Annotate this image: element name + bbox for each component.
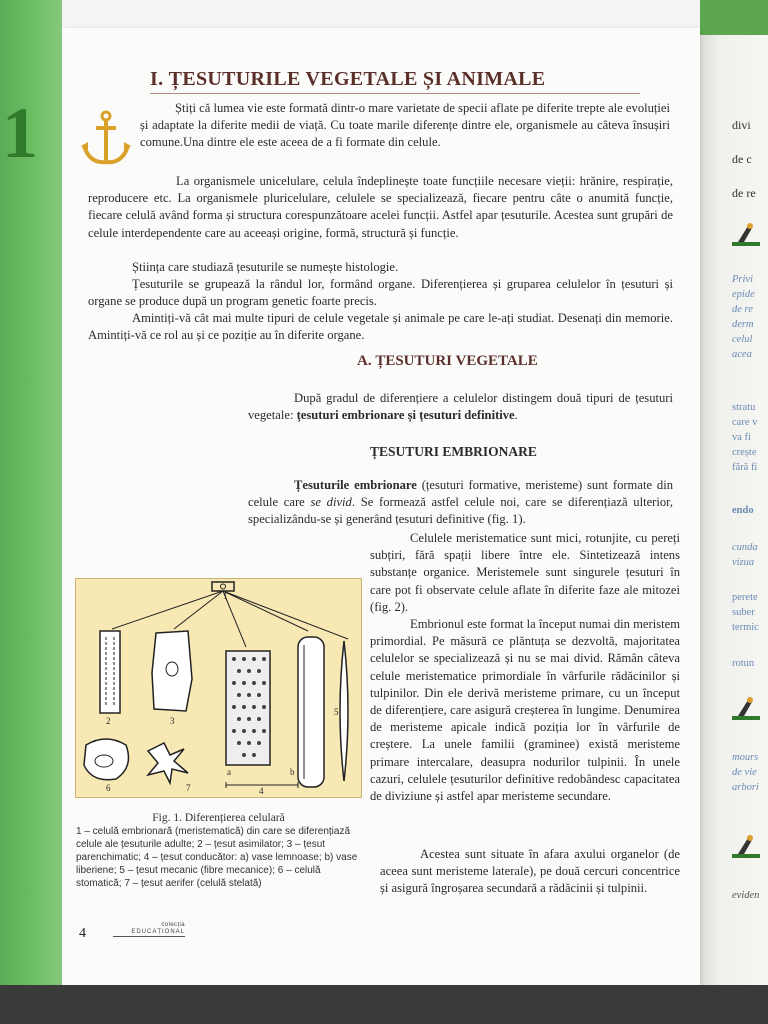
figure-1-caption (76, 812, 361, 890)
microscope-icon (730, 694, 762, 722)
right-blue-line: derm (732, 319, 754, 330)
diff-text-start: După gradul de diferențiere a celulelor distingem două tipuri de țesuturi vegetale: (248, 391, 673, 423)
chapter-number: 1 (2, 93, 38, 173)
intro-paragraph-2: La organismele unicelulare, celula îndeplinește toate funcțiile necesare vieții: hrănire, respirație, reproducere etc. La organismele pluricelulare, celulele se specializează, fiecare pentru câte o anumită funcție, fiecare celulă având forma și structura corespunzătoare acelei funcții. Astfel apar țesuturile. Acestea sunt grupări de celule interdependente care au aceeași origine, formă, structură și funcție. (88, 174, 673, 240)
right-blue-line: crește (732, 447, 757, 458)
embr-rest-1: (țesuturi formative, meristeme) sunt formate din celule care (248, 478, 673, 510)
fig-label-5: 5 (334, 707, 339, 717)
right-blue-line: perete (732, 592, 758, 603)
brand-line-2: EDUCAȚIONAL (131, 929, 185, 935)
diff-text-end: . (514, 408, 518, 423)
green-top-strip (700, 0, 768, 35)
intro-paragraph-5: Amintiți-vă cât mai multe tipuri de celule vegetale și animale pe care le-ați studiat. Desenați din memorie. Amintiți-vă ce rol au și ce poziție au în diferite organe. (88, 311, 673, 343)
section-a-title: A. ȚESUTURI VEGETALE (357, 353, 538, 369)
right-page-blue-block-3 (732, 540, 758, 570)
figure-1 (75, 578, 362, 798)
intro-paragraph-1: Știți că lumea vie este formată dintr-o mare varietate de specii aflate pe diferite trepte ale evoluției și adaptate la diferite medii de viață. Cu toate marile diferențe dintre ele, organismele au câteva însușiri comune.Una dintre ele este aceea de a fi formate din celule. (140, 101, 670, 150)
right-blue-line: de re (732, 304, 753, 315)
embr-rest-2: . Se formează astfel celule noi, care se diferențiază ulterior, specializându-se și generând țesuturi definitive (fig. 1). (248, 495, 673, 527)
chapter-title: I. ȚESUTURILE VEGETALE ȘI ANIMALE (150, 68, 546, 90)
right-blue-line: cunda (732, 542, 758, 553)
intro-paragraph-4: Țesuturile se grupează la rândul lor, formând organe. Diferențierea și gruparea celulelor în țesuturi și organe se produce după un program genetic foarte precis. (88, 277, 673, 309)
right-blue-line: epide (732, 289, 755, 300)
title-underline (150, 93, 640, 94)
right-blue-line: arbori (732, 782, 759, 793)
fig-label-3: 3 (170, 716, 175, 726)
right-blue-line: celul (732, 334, 753, 345)
section-a-intro (248, 390, 673, 424)
anchor-icon (80, 110, 132, 168)
brand-line-1: colecția (161, 922, 185, 928)
right-blue-line: stratu (732, 402, 756, 413)
right-blue-line: care v (732, 417, 758, 428)
right-blue-line: termic (732, 622, 759, 633)
right-page-blue-block-1 (732, 272, 755, 362)
right-page-rotun: rotun (732, 658, 755, 669)
fig-label-a: a (227, 767, 231, 777)
fig-label-7: 7 (186, 783, 191, 793)
fig-label-b: b (290, 767, 295, 777)
meristem-cells-paragraph: Celulele meristematice sunt mici, rotunjite, cu pereți subțiri, fără spații libere între ele. Sintetizează intens substanțe organice. Meristemele sunt singurele țesuturi în care pot fi observate celule aflate în diferite faze ale mitozei (fig. 2). (370, 531, 680, 614)
right-page-eviden: eviden (732, 890, 760, 901)
fig-label-6: 6 (106, 783, 111, 793)
right-blue-line: acea (732, 349, 752, 360)
right-page-blue-block-5 (732, 750, 759, 795)
right-blue-line: fără fi (732, 462, 758, 473)
embryo-paragraph: Embrionul este format la început numai din meristem primordial. Pe măsură ce plăntuța se dezvoltă, majoritatea celulelor se specializează și nu se mai divid. Rămân câteva celule meristematice primordiale în vârfurile rădăcinilor și tulpinilor. Din ele derivă meristeme primare, cu un început de diferențiere, care asigură creșterea în lungime. Denumirea de meristeme apicale indică poziția lor în vârfurile de creștere. La unele familii (graminee) există meristeme primare intercalare, deasupra nodurilor tulpinii. În unele cazuri, celulele țesuturilor definitive redobândesc capacitatea de diviziune și astfel apar meristeme secundare. (370, 617, 680, 804)
secondary-meristem-paragraph: Acestea sunt situate în afara axului organelor (de aceea sunt meristeme laterale), pe două cercuri concentrice și asigură îngroșarea secundară a rădăcinii și tulpinii. (380, 847, 680, 896)
right-blue-line: de vie (732, 767, 757, 778)
embr-italic: se divid (310, 495, 352, 510)
scan-bottom-edge (0, 985, 768, 1024)
figure-caption-title: Fig. 1. Diferențierea celulară (152, 812, 285, 824)
publisher-brand (113, 922, 185, 937)
microscope-icon (730, 832, 762, 860)
fig-label-1: 1 (223, 591, 228, 601)
diff-text-bold: țesuturi embrionare și țesuturi definitive (296, 408, 515, 423)
embr-bold: Țesuturile embrionare (294, 478, 417, 492)
right-blue-line: suber (732, 607, 755, 618)
right-page-text-3: de re (732, 186, 756, 200)
page-number: 4 (79, 926, 86, 941)
intro-paragraph-3: Știința care studiază țesuturile se numește histologie. (132, 260, 399, 274)
right-blue-line: vizua (732, 557, 755, 568)
fig-label-4: 4 (259, 786, 264, 796)
subheading-embryonic: ȚESUTURI EMBRIONARE (370, 444, 537, 459)
right-page-text-2: de c (732, 152, 752, 166)
embryonic-paragraph (248, 477, 673, 529)
right-page-endo: endo (732, 505, 754, 516)
right-page-blue-block-4 (732, 590, 759, 635)
figure-1-drawing (76, 579, 361, 797)
microscope-icon (730, 220, 762, 248)
figure-caption-body: 1 – celulă embrionară (meristematică) din care se diferențiază celule ale țesuturile adulte; 2 – țesut asimilator; 3 – țesut parenchimatic; 4 – țesut conducător: a) vase lemnoase; b) vase liberiene; 5 – țesut mecanic (fibre mecanice); 6 – celulă stomatică; 7 – țesut aerifer (celulă stelată) (76, 826, 358, 889)
right-page-text-1: divi (732, 118, 751, 132)
right-blue-line: Privi (732, 274, 753, 285)
right-blue-line: mours (732, 752, 759, 763)
right-blue-line: va fi (732, 432, 751, 443)
fig-label-2: 2 (106, 716, 111, 726)
right-page-blue-block-2 (732, 400, 757, 475)
